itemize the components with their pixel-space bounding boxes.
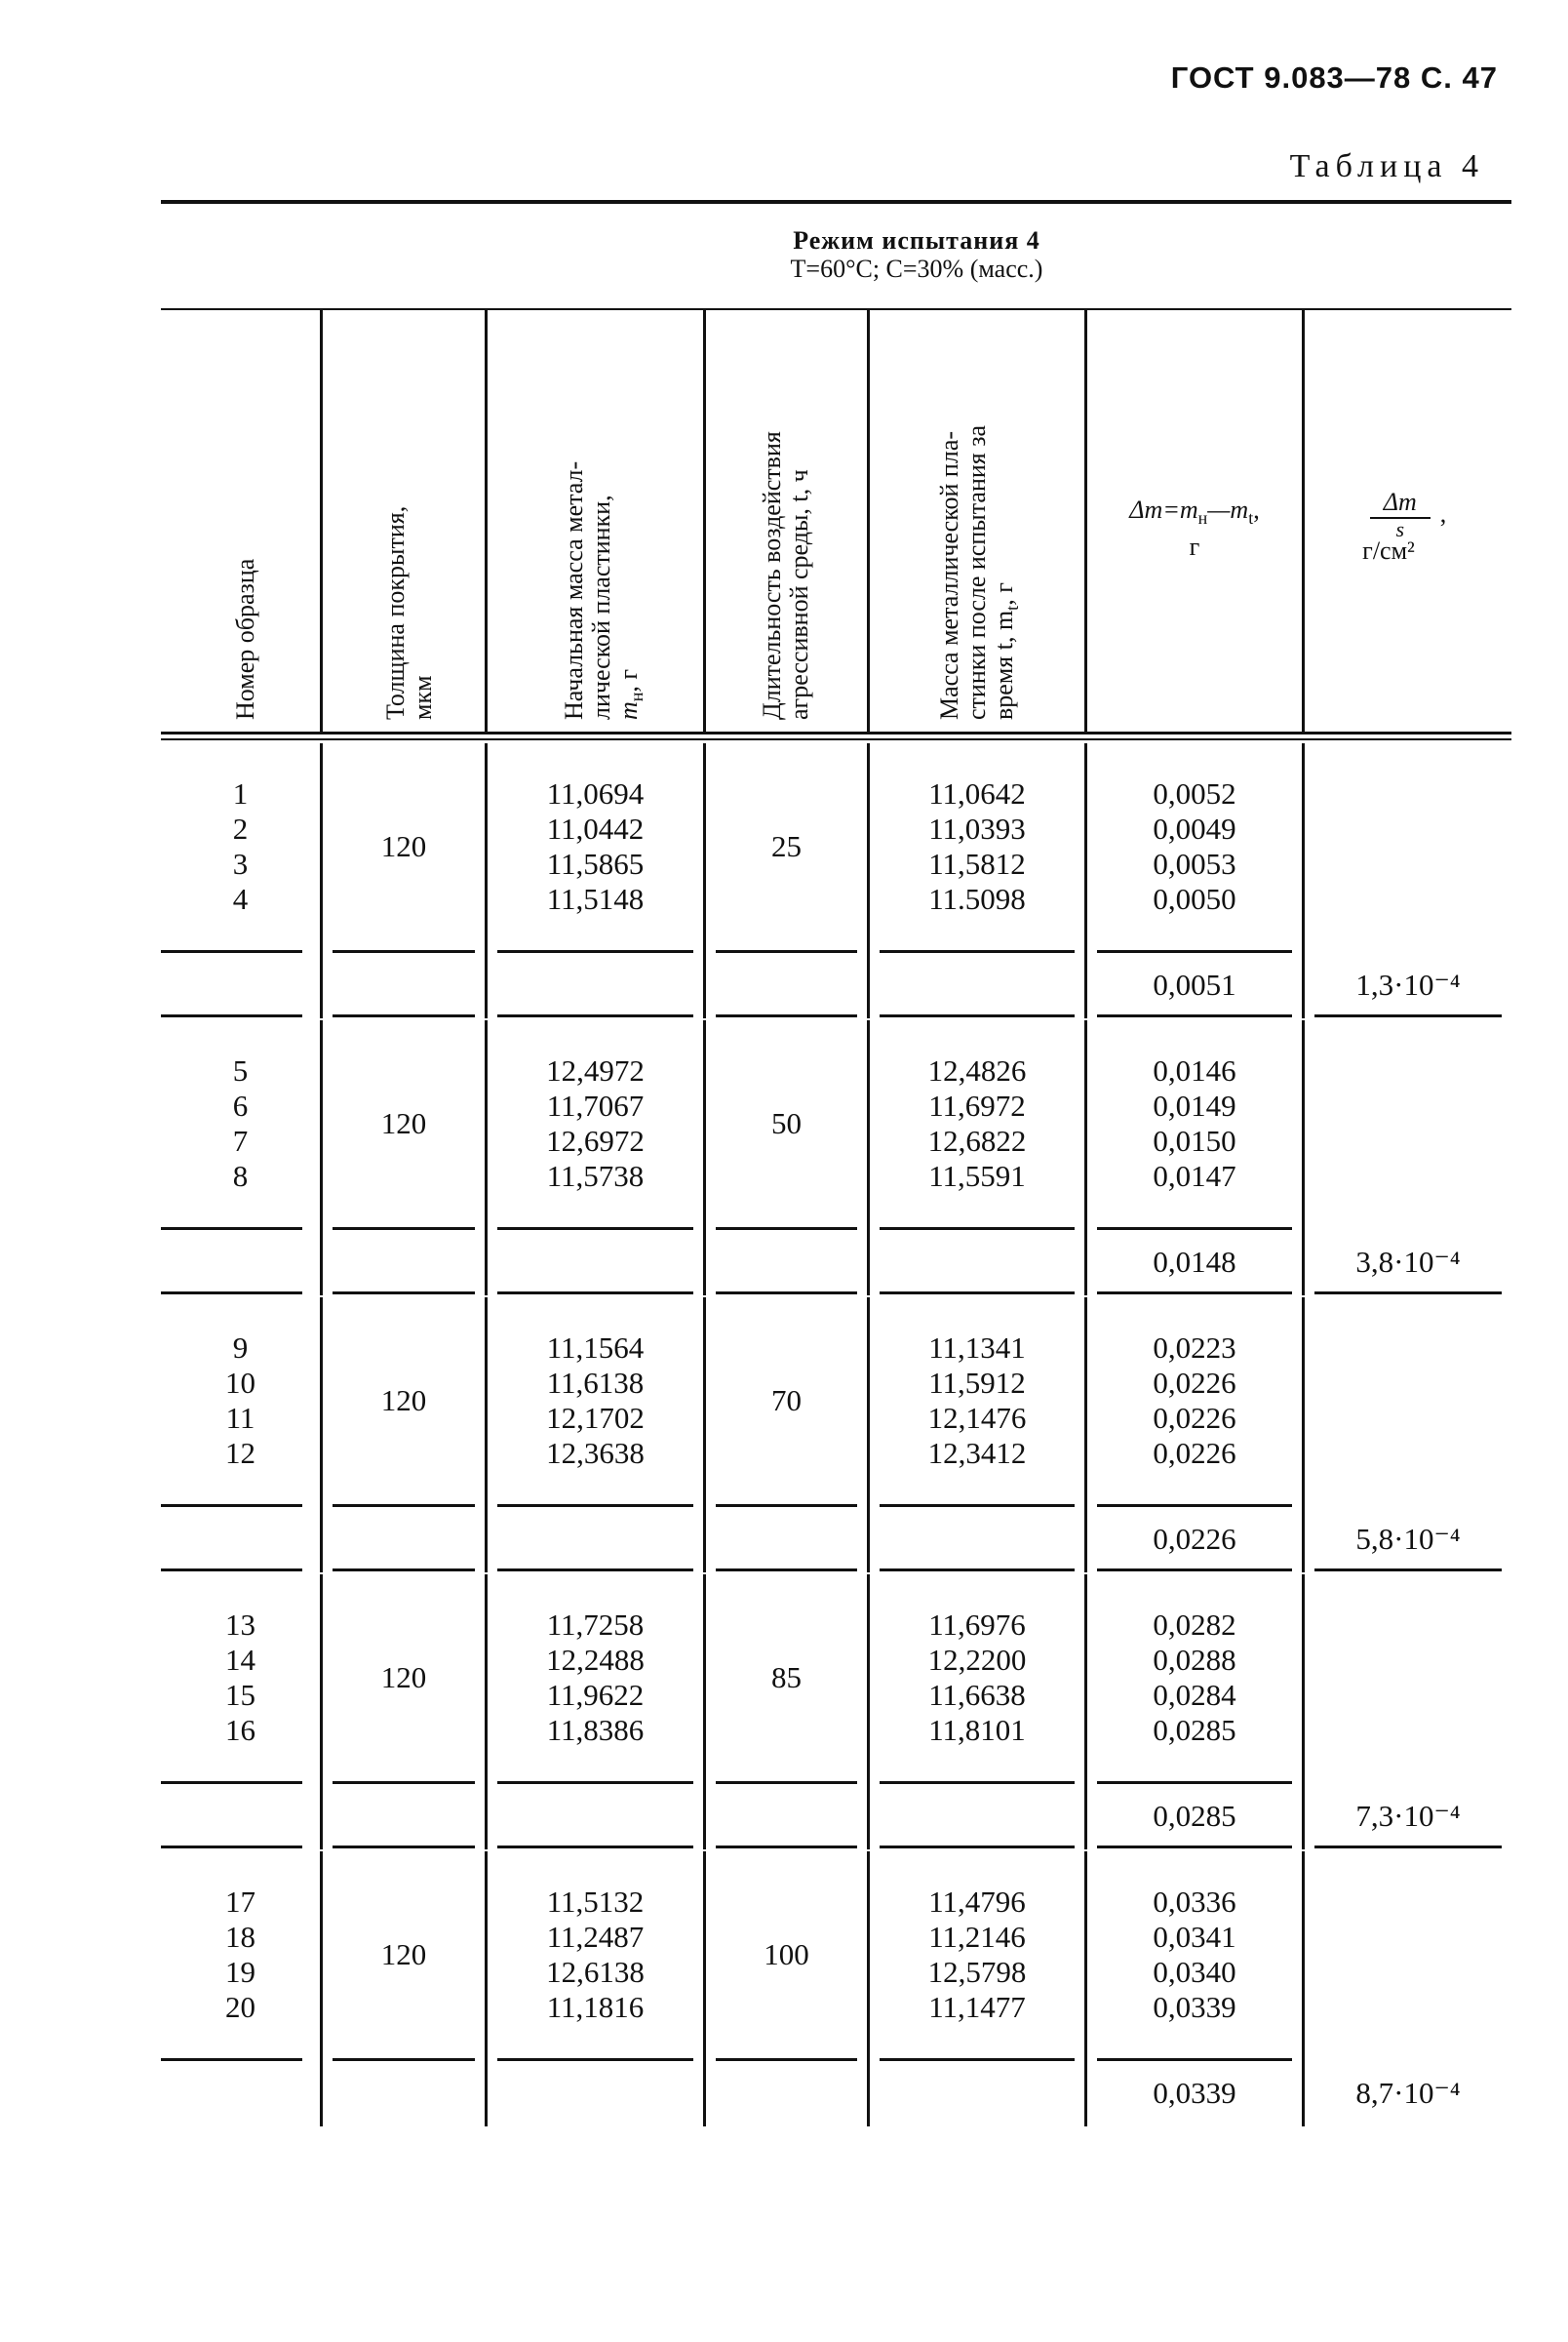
corrosion-ratio: 5,8·10⁻⁴ xyxy=(1355,1522,1461,1556)
mass-after: 12,4826 xyxy=(927,1053,1027,1088)
delta-mass: 0,0053 xyxy=(1153,847,1236,881)
delta-formula xyxy=(1087,496,1302,533)
mass-after: 12,5798 xyxy=(927,1955,1027,1989)
delta-mass: 0,0282 xyxy=(1153,1608,1236,1642)
sample-number: 9 xyxy=(232,1330,249,1365)
ratio-fraction xyxy=(1370,488,1431,540)
row-separator xyxy=(333,2058,475,2061)
col-divider xyxy=(485,310,488,732)
mass-initial: 12,3638 xyxy=(546,1436,645,1470)
sample-number: 12 xyxy=(225,1436,255,1470)
mass-initial: 11,5132 xyxy=(546,1885,645,1919)
sample-number: 8 xyxy=(232,1159,249,1193)
row-separator xyxy=(333,1291,475,1294)
row-separator xyxy=(161,1781,302,1784)
delta-mass: 0,0288 xyxy=(1153,1643,1236,1677)
row-separator xyxy=(1314,1291,1502,1294)
col-divider xyxy=(320,310,323,732)
row-separator xyxy=(880,1781,1075,1784)
row-separator xyxy=(333,1504,475,1507)
col-header-text: стинки после испытания за xyxy=(962,424,991,720)
test-mode-caption xyxy=(322,226,1511,283)
sample-number: 15 xyxy=(225,1678,255,1712)
col-header-text: Толщина покрытия, xyxy=(381,505,410,720)
row-separator xyxy=(333,950,475,953)
col-divider xyxy=(320,1297,323,1572)
mass-initial: 11,5148 xyxy=(546,882,645,916)
delta-mass-mean: 0,0226 xyxy=(1153,1522,1236,1556)
mass-initial: 12,6138 xyxy=(546,1955,645,1989)
mass-after: 11,5812 xyxy=(928,847,1026,881)
coating-thickness: 120 xyxy=(380,1937,427,1971)
delta-mass-mean: 0,0051 xyxy=(1153,968,1236,1002)
row-separator xyxy=(333,1846,475,1848)
table-top-rule xyxy=(161,200,1511,204)
col-divider xyxy=(703,1851,706,2126)
exposure-duration: 85 xyxy=(771,1660,802,1694)
header-bottom-rule-2 xyxy=(161,738,1511,740)
delta-mass: 0,0049 xyxy=(1153,812,1236,846)
corrosion-ratio: 8,7·10⁻⁴ xyxy=(1355,2076,1461,2110)
corrosion-ratio: 1,3·10⁻⁴ xyxy=(1355,968,1461,1002)
sample-number: 20 xyxy=(225,1990,255,2024)
sample-number: 14 xyxy=(225,1643,255,1677)
delta-mass-mean: 0,0339 xyxy=(1153,2076,1236,2110)
header-top-rule xyxy=(161,308,1511,310)
subscript: н xyxy=(1197,508,1208,529)
mass-initial: 11,7258 xyxy=(546,1608,645,1642)
row-separator xyxy=(161,2058,302,2061)
row-separator xyxy=(333,1227,475,1230)
delta-mass: 0,0147 xyxy=(1153,1159,1236,1193)
col-header-text: Длительность воздействия xyxy=(758,431,786,720)
delta-mass: 0,0226 xyxy=(1153,1401,1236,1435)
subscript: н xyxy=(627,692,647,702)
sample-number: 4 xyxy=(232,882,249,916)
sample-number: 10 xyxy=(225,1366,255,1400)
col-header-delta-m xyxy=(1087,496,1302,562)
row-separator xyxy=(1314,1568,1502,1571)
col-header-text xyxy=(991,425,1026,720)
row-separator xyxy=(880,1846,1075,1848)
row-separator xyxy=(880,1291,1075,1294)
table-label: Таблица 4 xyxy=(1289,148,1484,184)
col-divider xyxy=(320,743,323,1018)
exposure-duration: 50 xyxy=(771,1106,802,1140)
delta-mass: 0,0226 xyxy=(1153,1366,1236,1400)
coating-thickness: 120 xyxy=(380,1106,427,1140)
row-separator xyxy=(333,1781,475,1784)
col-divider xyxy=(867,310,870,732)
sample-number: 2 xyxy=(232,812,249,846)
row-separator xyxy=(1097,1504,1292,1507)
subscript: t xyxy=(1248,508,1254,529)
row-separator xyxy=(333,1568,475,1571)
col-header-duration xyxy=(759,431,813,720)
col-header-mass-after xyxy=(936,425,1026,720)
mass-initial: 11,0442 xyxy=(546,812,645,846)
exposure-duration: 70 xyxy=(771,1383,802,1417)
col-divider xyxy=(320,1851,323,2126)
mass-after: 11,0393 xyxy=(928,812,1026,846)
mass-after: 12,1476 xyxy=(927,1401,1027,1435)
row-separator xyxy=(1314,1846,1502,1848)
sample-number: 19 xyxy=(225,1955,255,1989)
unit: , г xyxy=(990,582,1018,606)
row-separator xyxy=(1097,2058,1292,2061)
row-separator xyxy=(497,2058,693,2061)
mass-initial: 11,9622 xyxy=(546,1678,645,1712)
delta-mass: 0,0339 xyxy=(1153,1990,1236,2024)
row-separator xyxy=(880,1504,1075,1507)
row-separator xyxy=(716,1227,857,1230)
coating-thickness: 120 xyxy=(380,1383,427,1417)
mass-after: 12,3412 xyxy=(927,1436,1027,1470)
row-separator xyxy=(161,1227,302,1230)
row-separator xyxy=(1097,950,1292,953)
delta-mass: 0,0146 xyxy=(1153,1053,1236,1088)
row-separator xyxy=(497,1291,693,1294)
ratio-numerator: Δm xyxy=(1370,488,1431,519)
mass-initial: 11,1816 xyxy=(546,1990,645,2024)
sample-number: 3 xyxy=(232,847,249,881)
corrosion-ratio: 3,8·10⁻⁴ xyxy=(1355,1245,1461,1279)
row-separator xyxy=(1097,1227,1292,1230)
text: время t, m xyxy=(990,610,1018,720)
row-separator xyxy=(880,2058,1075,2061)
col-header-text: Номер образца xyxy=(231,558,259,720)
col-divider xyxy=(703,1297,706,1572)
col-header-text xyxy=(615,461,650,720)
row-separator xyxy=(497,1227,693,1230)
col-header-text: Масса металлической пла- xyxy=(935,430,963,720)
col-header-text: Начальная масса метал- xyxy=(560,460,588,720)
ratio-unit: г/см² xyxy=(1362,536,1415,565)
formula-part: Δm=m xyxy=(1129,496,1198,524)
row-separator xyxy=(1097,1291,1292,1294)
mass-initial: 12,2488 xyxy=(546,1643,645,1677)
row-separator xyxy=(880,1568,1075,1571)
row-separator xyxy=(161,950,302,953)
ratio-comma: , xyxy=(1439,499,1447,528)
row-separator xyxy=(497,1504,693,1507)
row-separator xyxy=(161,1568,302,1571)
delta-mass-mean: 0,0285 xyxy=(1153,1799,1236,1833)
col-header-text: мкм xyxy=(409,675,437,720)
sample-number: 6 xyxy=(232,1089,249,1123)
formula-part: , xyxy=(1253,496,1260,524)
delta-mass: 0,0050 xyxy=(1153,882,1236,916)
row-separator xyxy=(716,1781,857,1784)
mass-after: 11,0642 xyxy=(928,776,1026,811)
header-bottom-rule xyxy=(161,732,1511,734)
unit: , г xyxy=(614,668,643,693)
row-separator xyxy=(880,950,1075,953)
mass-after: 11,1477 xyxy=(928,1990,1026,2024)
delta-mass: 0,0226 xyxy=(1153,1436,1236,1470)
row-separator xyxy=(1314,1014,1502,1017)
delta-mass: 0,0340 xyxy=(1153,1955,1236,1989)
col-header-text: лической пластинки, xyxy=(587,495,615,720)
row-separator xyxy=(716,1568,857,1571)
delta-mass: 0,0149 xyxy=(1153,1089,1236,1123)
row-separator xyxy=(880,1227,1075,1230)
row-separator xyxy=(497,1781,693,1784)
exposure-duration: 100 xyxy=(764,1937,809,1971)
coating-thickness: 120 xyxy=(380,1660,427,1694)
row-separator xyxy=(161,1014,302,1017)
delta-mass: 0,0150 xyxy=(1153,1124,1236,1158)
mass-initial: 11,5738 xyxy=(546,1159,645,1193)
row-separator xyxy=(161,1504,302,1507)
col-header-mass-initial xyxy=(561,461,650,720)
col-divider xyxy=(703,1574,706,1849)
mass-after: 11,5591 xyxy=(928,1159,1026,1193)
mass-initial: 11,0694 xyxy=(546,776,645,811)
mass-after: 11,5912 xyxy=(928,1366,1026,1400)
row-separator xyxy=(1097,1781,1292,1784)
mass-initial: 11,2487 xyxy=(546,1920,645,1954)
col-header-sample-no xyxy=(232,559,259,720)
mass-initial: 11,5865 xyxy=(546,847,645,881)
col-divider xyxy=(320,1574,323,1849)
page-header: ГОСТ 9.083—78 С. 47 xyxy=(1170,60,1498,95)
col-divider xyxy=(703,1020,706,1295)
test-mode-conditions: T=60°C; C=30% (масс.) xyxy=(790,255,1043,283)
sample-number: 7 xyxy=(232,1124,249,1158)
col-header-ratio xyxy=(1305,488,1511,566)
row-separator xyxy=(161,1291,302,1294)
mass-initial: 11,6138 xyxy=(546,1366,645,1400)
mass-after: 11,6976 xyxy=(928,1608,1026,1642)
sample-number: 1 xyxy=(232,776,249,811)
mass-after: 11,2146 xyxy=(928,1920,1026,1954)
mass-after: 11.5098 xyxy=(928,882,1026,916)
row-separator xyxy=(716,950,857,953)
delta-mass: 0,0336 xyxy=(1153,1885,1236,1919)
sample-number: 17 xyxy=(225,1885,255,1919)
delta-mass: 0,0341 xyxy=(1153,1920,1236,1954)
col-divider xyxy=(703,310,706,732)
mass-after: 11,6972 xyxy=(928,1089,1026,1123)
corrosion-ratio: 7,3·10⁻⁴ xyxy=(1355,1799,1461,1833)
col-divider xyxy=(703,743,706,1018)
delta-mass: 0,0223 xyxy=(1153,1330,1236,1365)
row-separator xyxy=(1097,1014,1292,1017)
col-divider xyxy=(320,1020,323,1295)
ratio-denominator: s xyxy=(1395,517,1405,541)
mass-after: 11,8101 xyxy=(928,1713,1026,1747)
row-separator xyxy=(497,1568,693,1571)
sample-number: 11 xyxy=(225,1401,255,1435)
sample-number: 5 xyxy=(232,1053,249,1088)
row-separator xyxy=(716,1846,857,1848)
row-separator xyxy=(716,1291,857,1294)
mass-after: 11,6638 xyxy=(928,1678,1026,1712)
sample-number: 16 xyxy=(225,1713,255,1747)
delta-mass-mean: 0,0148 xyxy=(1153,1245,1236,1279)
row-separator xyxy=(716,2058,857,2061)
row-separator xyxy=(1097,1846,1292,1848)
mass-after: 11,1341 xyxy=(928,1330,1026,1365)
row-separator xyxy=(716,1504,857,1507)
delta-mass: 0,0052 xyxy=(1153,776,1236,811)
formula-part: —m xyxy=(1207,496,1249,524)
symbol-m: m xyxy=(614,701,643,720)
row-separator xyxy=(497,950,693,953)
mass-initial: 11,1564 xyxy=(546,1330,645,1365)
row-separator xyxy=(497,1846,693,1848)
mass-after: 11,4796 xyxy=(928,1885,1026,1919)
subscript: t xyxy=(1002,605,1023,611)
mass-initial: 12,6972 xyxy=(546,1124,645,1158)
row-separator xyxy=(497,1014,693,1017)
row-separator xyxy=(333,1014,475,1017)
unit: г xyxy=(1189,533,1200,562)
col-header-text: агрессивной среды, t, ч xyxy=(785,469,813,720)
exposure-duration: 25 xyxy=(771,829,802,863)
mass-initial: 11,8386 xyxy=(546,1713,645,1747)
coating-thickness: 120 xyxy=(380,829,427,863)
delta-mass: 0,0284 xyxy=(1153,1678,1236,1712)
test-mode-title: Режим испытания 4 xyxy=(793,226,1040,255)
mass-initial: 11,7067 xyxy=(546,1089,645,1123)
row-separator xyxy=(880,1014,1075,1017)
row-separator xyxy=(1097,1568,1292,1571)
mass-initial: 12,1702 xyxy=(546,1401,645,1435)
delta-mass: 0,0285 xyxy=(1153,1713,1236,1747)
mass-after: 12,6822 xyxy=(927,1124,1027,1158)
mass-initial: 12,4972 xyxy=(546,1053,645,1088)
sample-number: 13 xyxy=(225,1608,255,1642)
mass-after: 12,2200 xyxy=(927,1643,1027,1677)
row-separator xyxy=(716,1014,857,1017)
row-separator xyxy=(161,1846,302,1848)
col-header-thickness xyxy=(382,506,437,720)
sample-number: 18 xyxy=(225,1920,255,1954)
